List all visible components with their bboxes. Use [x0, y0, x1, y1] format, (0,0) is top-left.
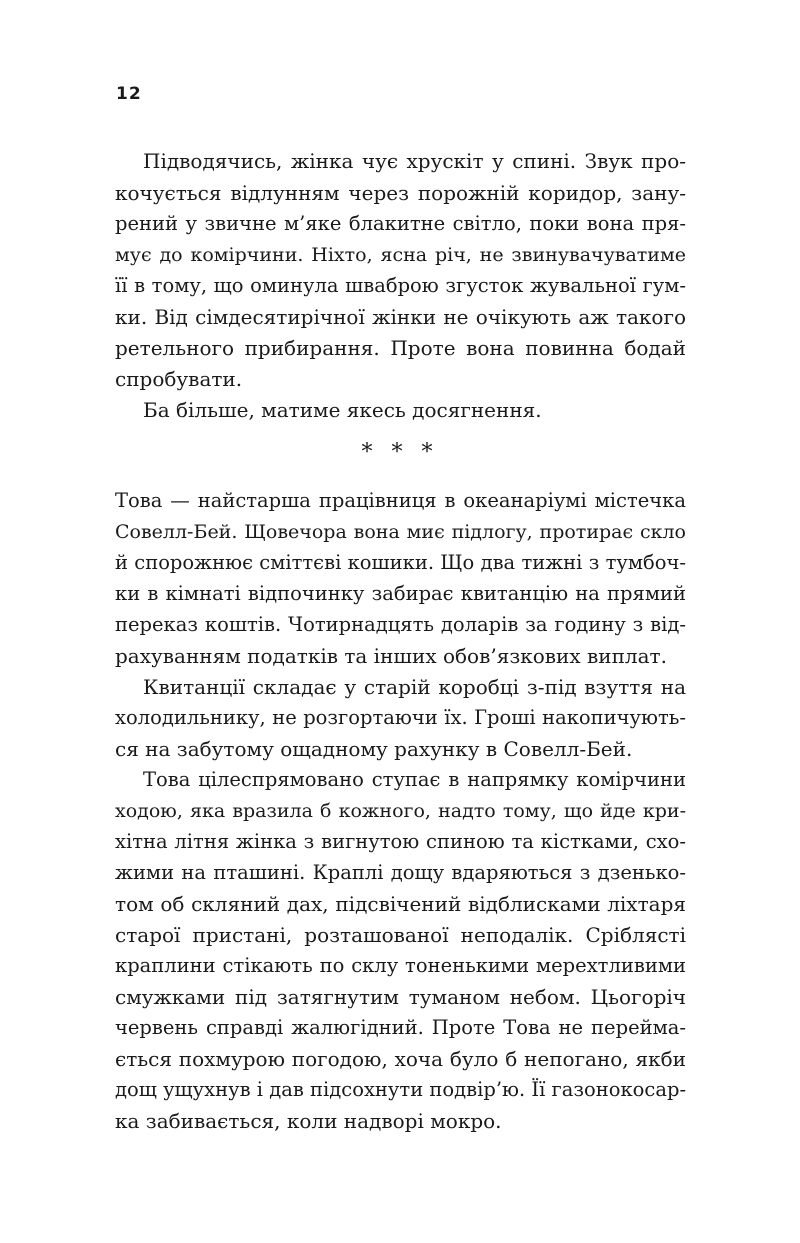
text-line: Това — найстарша працівниця в океанаріумі містечка — [115, 489, 686, 512]
text-line: Підводячись, жінка чує хрускіт у спині. Звук про- — [143, 149, 686, 173]
text-line: дощ ущухнув і дав підсохнути подвір’ю. Її газонокосар- — [115, 1078, 687, 1101]
text-line: холодильнику, не розгортаючи їх. Гроші накопичують- — [115, 706, 686, 729]
text-line: Совелл-Бей. Щовечора вона миє підлогу, протирає скло — [115, 521, 686, 543]
page-number: 12 — [116, 84, 142, 104]
text-line: рахуванням податків та інших обов’язкових виплат. — [115, 644, 667, 668]
text-line: хітна літня жінка з вигнутою спиною та кістками, схо- — [115, 830, 686, 853]
text-line: Това цілеспрямовано ступає в напрямку комірчини — [143, 768, 686, 791]
text-line: том об скляний дах, підсвічений відблисками ліхтаря — [115, 892, 686, 916]
text-line: старої пристані, розташованої неподалік. Сріблясті — [115, 923, 686, 947]
text-line: ки. Від сімдесятирічної жінки не очікують аж такого — [115, 305, 686, 329]
text-line: й спорожнює сміттєві кошики. Що два тижні з тумбоч- — [115, 551, 686, 574]
text-line: ки в кімнаті відпочинку забирає квитанцію на прямий — [115, 582, 686, 605]
text-line: Квитанції складає у старій коробці з-під взуття на — [143, 675, 686, 699]
text-line: червень справді жалюгідний. Проте Това не перейма- — [115, 1016, 686, 1039]
text-line: рений у звичне м’яке блакитне світло, поки вона пря- — [115, 212, 686, 235]
text-line: Ба більше, матиме якесь досягнення. — [143, 398, 542, 422]
text-line: переказ коштів. Чотирнадцять доларів за годину з від- — [115, 613, 686, 636]
text-line: ретельного прибирання. Проте вона повинна бодай — [115, 336, 686, 360]
section-separator: * * * — [361, 440, 439, 465]
text-line: кочується відлунням через порожній коридор, зану- — [115, 181, 686, 205]
text-line: смужками під затягнутим туманом небом. Цьогоріч — [115, 985, 686, 1009]
text-line: її в тому, що оминула шваброю згусток жувальної гум- — [115, 274, 686, 297]
text-line: ка забивається, коли надворі мокро. — [115, 1109, 502, 1133]
text-line: ходою, яка вразила б кожного, надто тому, що йде кри- — [115, 800, 686, 822]
text-line: мує до комірчини. Ніхто, ясна річ, не звинувачуватиме — [115, 244, 686, 266]
text-line: краплини стікають по склу тоненькими мерехтливими — [115, 954, 686, 977]
text-line: ся на забутому ощадному рахунку в Совелл-Бей. — [115, 737, 633, 761]
text-line: ється похмурою погодою, хоча було б непогано, якби — [115, 1047, 686, 1071]
text-line: жими на пташині. Краплі дощу вдаряються з дзенько- — [115, 861, 686, 884]
text-line: спробувати. — [115, 367, 243, 391]
